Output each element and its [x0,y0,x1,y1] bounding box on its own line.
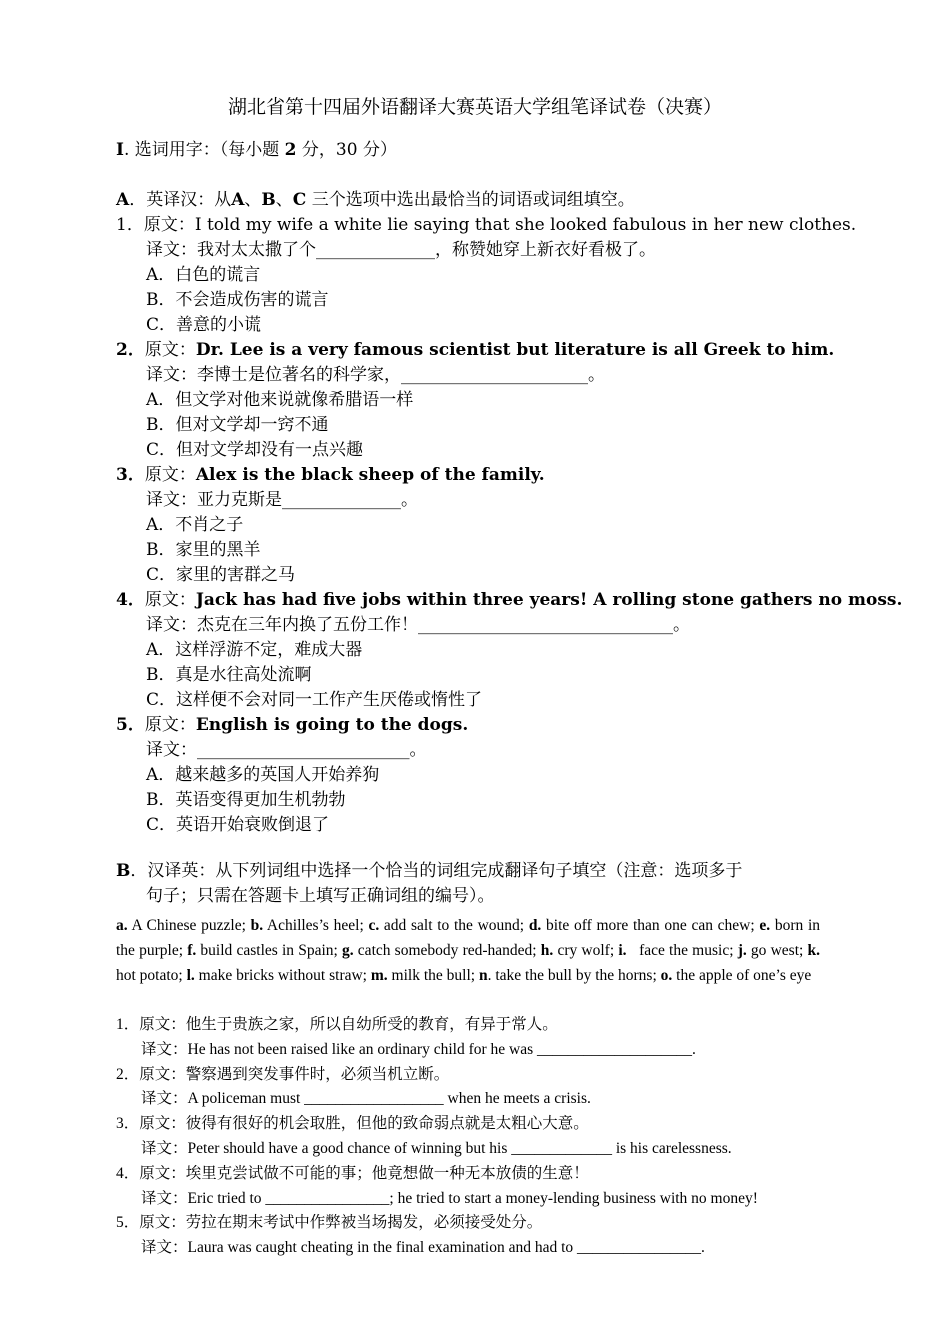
original-text: Alex is the black sheep of the family. [195,465,545,485]
question-translation [141,1136,732,1161]
question-original [116,713,468,738]
bank-item-key: a. [116,917,128,934]
original-label: 原文： [144,465,196,485]
translation-suffix: 。 [409,740,427,760]
part-b-heading-line2: 句子；只需在答题卡上填写正确词组的编号）。 [146,886,495,906]
bank-item-key: d. [528,917,542,934]
translation-text: He has not been raised like an ordinary child for he was ____________________. [187,1040,696,1058]
original-text: 埃里克尝试做不可能的事；他竟想做一种无本放债的生意！ [185,1164,589,1182]
question-translation [141,1037,696,1062]
original-label: 原文： [139,1016,186,1033]
part-a-heading: A．英译汉：从A、B、C 三个选项中选出最恰当的词语或词组填空。 [116,190,635,210]
answer-blank: ______________________ [401,365,588,385]
bank-item-phrase: catch somebody red-handed; [353,942,541,959]
bank-item-phrase: make bricks without straw; [194,967,371,984]
question-original [116,1012,558,1037]
question-translation [146,613,690,638]
translation-label: 译文： [146,740,197,760]
question-translation [146,363,605,388]
bank-item-phrase: A Chinese puzzle; [127,917,251,934]
question-original [116,213,856,238]
question-translation [141,1086,591,1111]
original-label: 原文： [144,590,196,610]
translation-prefix: 亚力克斯是 [197,490,282,510]
answer-option: C．这样便不会对同一工作产生厌倦或惰性了 [146,690,483,710]
answer-blank: _________________________ [197,740,410,760]
translation-prefix: 李博士是位著名的科学家， [197,365,401,385]
bank-item-key: h. [540,942,554,959]
bank-item-key: e. [759,917,771,934]
translation-text: Eric tried to ________________; he tried to start a money-lending business with no money! [187,1189,758,1207]
page-title: 湖北省第十四届外语翻译大赛英语大学组笔译试卷（决赛） [227,96,722,118]
original-label: 原文： [139,1115,186,1133]
translation-prefix: 杰克在三年内换了五份工作！ [197,615,418,635]
question-number: 3． [116,465,145,485]
answer-option: B．不会造成伤害的谎言 [146,290,329,310]
original-label: 原文： [143,215,195,235]
answer-option: A．但文学对他来说就像希腊语一样 [146,390,414,410]
translation-label: 译文： [141,1189,188,1207]
question-number: 1． [116,215,144,235]
section-heading: I. 选词用字：（每小题 2 分，30 分） [116,140,397,160]
answer-blank: ______________ [316,240,435,260]
translation-label: 译文： [146,365,197,385]
bank-item-key: l. [186,967,195,984]
answer-option: B．家里的黑羊 [146,540,261,560]
bank-item-phrase: add salt to the wound; [379,917,529,934]
translation-label: 译文： [146,615,197,635]
translation-label: 译文： [141,1040,188,1058]
question-translation [146,488,418,513]
question-number: 2． [116,340,145,360]
word-bank [116,913,824,988]
answer-option: B．英语变得更加生机勃勃 [146,790,346,810]
answer-option: C．英语开始衰败倒退了 [146,815,330,835]
translation-suffix: 。 [673,615,690,635]
question-number: 4． [116,590,145,610]
question-original [116,1111,589,1136]
question-number: 5． [116,1214,140,1232]
bank-item-key: j. [737,942,747,959]
bank-item-phrase: the apple of one’s eye [672,967,812,984]
bank-item-phrase: cry wolf; [553,942,619,959]
translation-label: 译文： [141,1140,188,1157]
bank-item-key: n [478,967,488,984]
original-label: 原文： [144,715,196,735]
answer-option: C．家里的害群之马 [146,565,296,585]
bank-item-key: b. [250,917,264,934]
original-text: I told my wife a white lie saying that she looked fabulous in her new clothes. [194,215,857,235]
translation-suffix: ，称赞她穿上新衣好看极了。 [435,240,656,260]
answer-option: C．但对文学却没有一点兴趣 [146,440,364,460]
answer-option: B．但对文学却一窍不通 [146,415,329,435]
translation-suffix: 。 [588,365,605,385]
original-label: 原文： [144,340,196,360]
bank-item-phrase: build castles in Spain; [196,942,342,959]
question-original [116,338,834,363]
question-number: 2． [116,1065,140,1083]
bank-item-phrase: face the music; [626,942,738,959]
bank-item-phrase: born in the purple; [116,917,824,959]
question-original [116,588,902,613]
answer-blank: ______________________________ [418,615,673,635]
translation-text: Laura was caught cheating in the final examination and had to ________________. [187,1239,705,1257]
answer-option: A．不肖之子 [146,515,244,535]
question-original [116,463,545,488]
question-translation [146,738,427,763]
answer-option: B．真是水往高处流啊 [146,665,312,685]
question-translation [141,1235,705,1260]
translation-prefix: 我对太太撒了个 [197,240,316,260]
answer-option: A．这样浮游不定，难成大器 [146,640,363,660]
question-number: 1． [116,1016,140,1033]
original-text: 警察遇到突发事件时，必须当机立断。 [185,1065,450,1083]
question-number: 4． [116,1164,140,1182]
original-text: 彼得有很好的机会取胜，但他的致命弱点就是太粗心大意。 [185,1115,589,1133]
original-label: 原文： [139,1164,186,1182]
translation-suffix: 。 [401,490,418,510]
question-original [116,1062,449,1087]
bank-item-key: g. [342,942,354,959]
bank-item-key: m. [370,967,388,984]
bank-item-phrase: go west; [746,942,808,959]
question-translation [141,1186,758,1211]
original-label: 原文： [139,1214,186,1232]
bank-item-phrase: hot potato; [116,942,824,984]
translation-label: 译文： [146,240,197,260]
translation-label: 译文： [141,1090,188,1108]
bank-item-key: k. [807,942,820,959]
bank-item-key: c. [368,917,380,934]
answer-option: A．白色的谎言 [146,265,261,285]
question-number: 5． [116,715,145,735]
answer-option: C．善意的小谎 [146,315,262,335]
bank-item-phrase: milk the bull; [387,967,479,984]
original-text: Jack has had five jobs within three years! A rolling stone gathers no moss. [195,590,903,610]
answer-blank: ______________ [282,490,401,510]
translation-text: Peter should have a good chance of winning but his _____________ is his carelessness. [187,1140,732,1157]
bank-item-key: f. [187,942,197,959]
question-original [116,1161,589,1186]
answer-option: A．越来越多的英国人开始养狗 [146,765,380,785]
original-text: English is going to the dogs. [195,715,469,735]
bank-item-phrase: bite off more than one can chew; [541,917,760,934]
translation-text: A policeman must __________________ when he meets a crisis. [187,1090,591,1108]
question-translation [146,238,656,263]
original-text: 他生于贵族之家，所以自幼所受的教育，有异于常人。 [185,1016,558,1033]
bank-item-phrase: . take the bull by the horns; [487,967,661,984]
bank-item-key: o. [660,967,673,984]
bank-item-phrase: Achilles’s heel; [263,917,369,934]
original-text: 劳拉在期末考试中作弊被当场揭发，必须接受处分。 [185,1214,543,1232]
translation-label: 译文： [146,490,197,510]
question-original [116,1210,542,1235]
part-b-heading-line1: B．汉译英：从下列词组中选择一个恰当的词组完成翻译句子填空（注意：选项多于 [116,861,743,881]
translation-label: 译文： [141,1239,188,1257]
original-text: Dr. Lee is a very famous scientist but literature is all Greek to him. [195,340,835,360]
question-number: 3． [116,1115,140,1133]
bank-item-key: i. [618,942,627,959]
original-label: 原文： [139,1065,186,1083]
